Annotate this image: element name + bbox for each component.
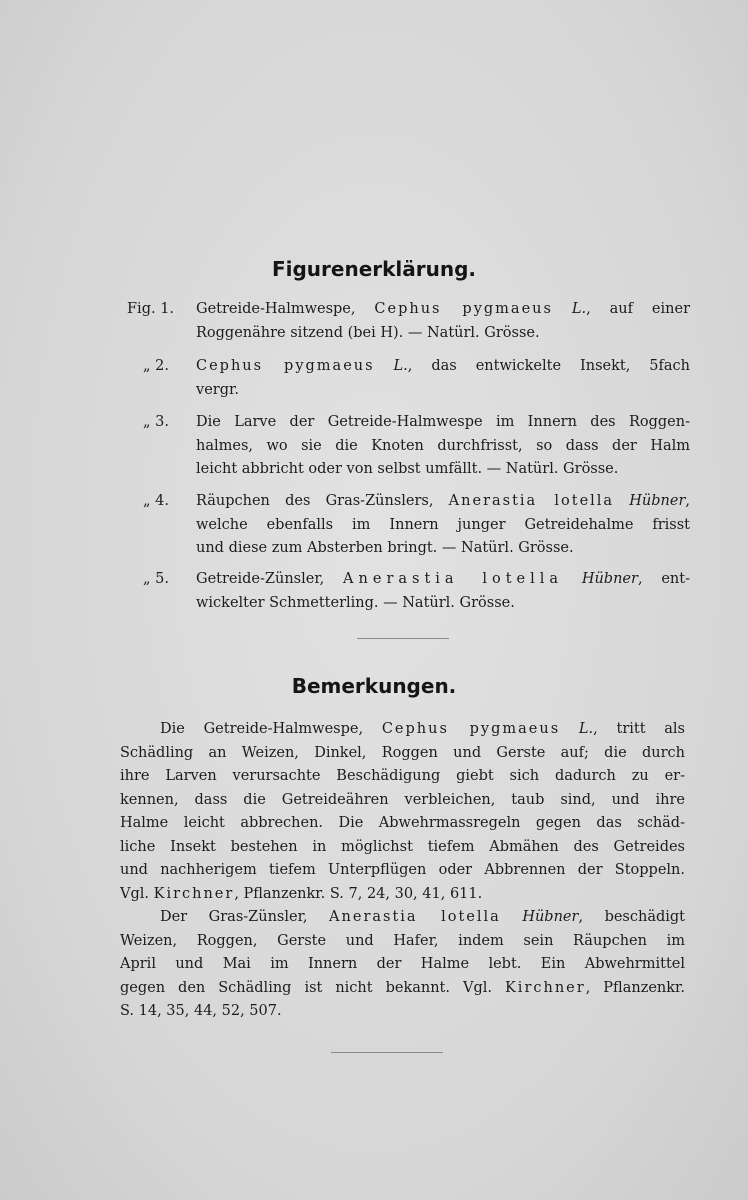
text-line: wickelter Schmetterling. — Natürl. Grösse. [196,594,515,611]
remarks-paragraph [120,718,685,906]
section-divider [357,638,449,639]
text-line: Vgl. Kirchner, Pflanzenkr. S. 7, 24, 30, 41, 611. [120,885,483,902]
text-line: gegen den Schädling ist nicht bekannt. Vgl. Kirchner, Pflanzenkr. [120,979,685,996]
figure-label: „ 4. [143,493,169,509]
text-line: Getreide-Zünsler, Anerastia lotella Hübner, ent- [196,571,690,587]
figure-label: „ 5. [143,571,169,587]
text-line: und nachherigem tiefem Unterpflügen oder Abbrennen der Stoppeln. [120,862,685,878]
figure-entry [127,355,690,402]
figure-label: Fig. 1. [127,301,175,317]
text-line: Räupchen des Gras-Zünslers, Anerastia lotella Hübner, [196,493,691,509]
text-line: und diese zum Absterben bringt. — Natürl. Grösse. [196,540,574,556]
text-line: Cephus pygmaeus L., das entwickelte Insekt, 5fach [196,358,691,374]
text-line: halmes, wo sie die Knoten durchfrisst, so dass der Halm [196,437,690,454]
text-line: Der Gras-Zünsler, Anerastia lotella Hübner, beschädigt [160,909,686,925]
text-line: liche Insekt bestehen in möglichst tiefem Abmähen des Getreides [120,838,685,855]
text-line: Die Larve der Getreide-Halmwespe im Innern des Roggen- [196,414,690,430]
text-line: kennen, dass die Getreideähren verbleichen, taub sind, und ihre [120,791,685,808]
text-line: Schädling an Weizen, Dinkel, Roggen und Gerste auf; die durch [120,744,685,761]
text-line: welche ebenfalls im Innern junger Getreidehalme frisst [196,516,690,533]
text-line: S. 14, 35, 44, 52, 507. [120,1003,282,1019]
section-divider [331,1052,443,1053]
figure-entry [127,298,690,345]
text-line: April und Mai im Innern der Halme lebt. Ein Abwehrmittel [120,956,685,972]
text-line: Weizen, Roggen, Gerste und Hafer, indem sein Räupchen im [120,932,685,949]
text-line: leicht abbricht oder von selbst umfällt. — Natürl. Grösse. [196,461,619,477]
figure-entry [127,411,690,482]
figure-legend-heading: Figurenerklärung. [271,257,477,281]
text-line: Halme leicht abbrechen. Die Abwehrmassregeln gegen das schäd- [120,815,685,831]
text-line: Die Getreide-Halmwespe, Cephus pygmaeus L., tritt als [160,721,685,737]
remarks-paragraph [120,906,685,1024]
figure-entry [127,490,690,561]
text-line: vergr. [196,381,239,398]
figure-label: „ 3. [143,414,169,430]
text-line: Roggenähre sitzend (bei H). — Natürl. Grösse. [196,324,540,341]
text-line: ihre Larven verursachte Beschädigung giebt sich dadurch zu er- [120,768,685,784]
figure-entry [127,568,690,615]
remarks-heading: Bemerkungen. [291,674,457,698]
text-line: Getreide-Halmwespe, Cephus pygmaeus L., auf einer [196,301,691,317]
figure-label: „ 2. [143,358,169,374]
